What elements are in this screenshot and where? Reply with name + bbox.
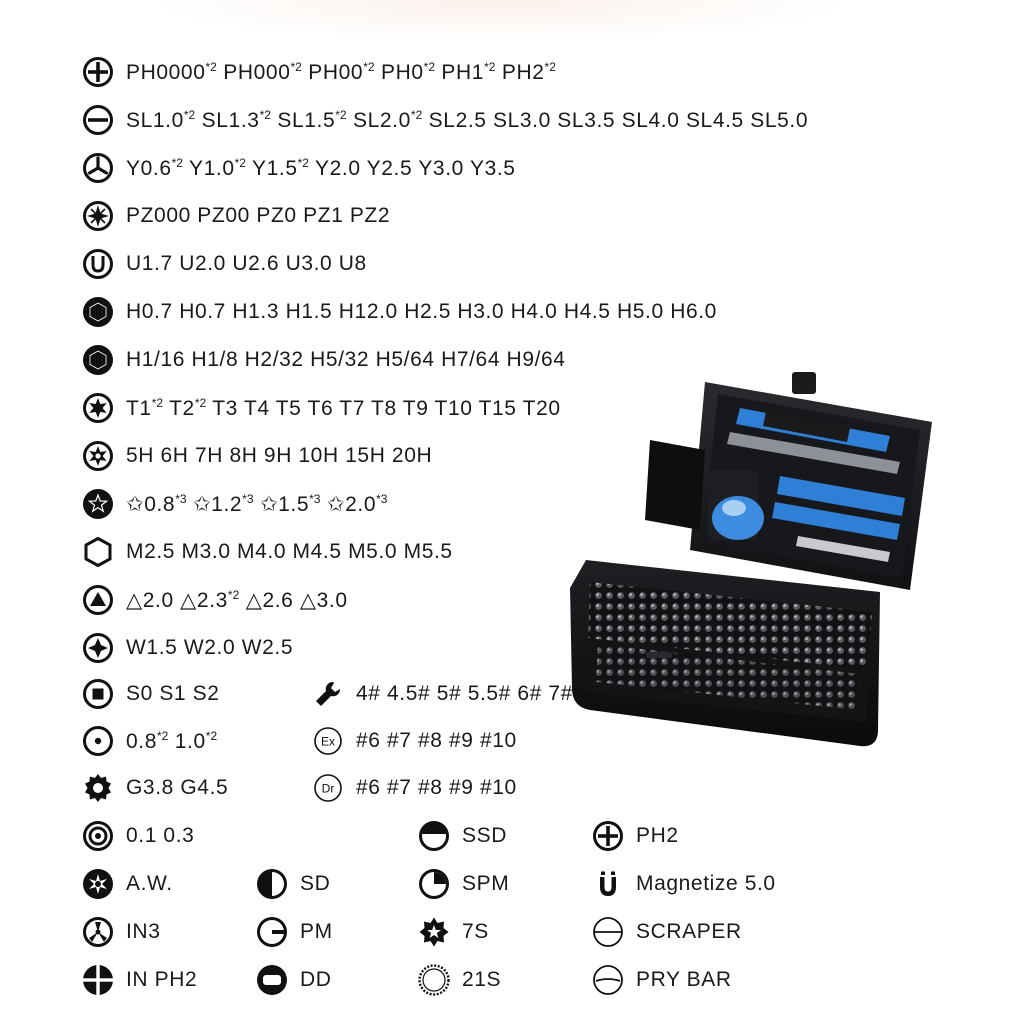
spec-text-torx: T1$^{*2}$ T2$^{*2}$ T3 T4 T5 T6 T7 T8 T9 T10 T15 T20 [126,395,561,420]
spec-text-dr: #6 #7 #8 #9 #10 [356,776,517,799]
spec-item-21s [418,960,501,1000]
spec-row-wing [82,628,293,668]
spec-text-wrench: 4# 4.5# 5# 5.5# 6# 7# [356,682,573,705]
spec-item-scraper [592,912,742,952]
spec-item-aw [82,864,173,904]
spec-text-in3: IN3 [126,920,161,943]
spec-text-in-ph2: IN PH2 [126,968,198,991]
spec-text-pm: PM [300,920,333,943]
spec-text-pentalobe: ✩0.8$^{*3}$ ✩1.2$^{*3}$ ✩1.5$^{*3}$ ✩2.0$^{*3}$ [126,491,388,516]
spec-text-magnetize: Magnetize 5.0 [636,872,776,895]
torx-security-icon [82,440,114,472]
spec-item-pry-bar [592,960,732,1000]
spec-row-torx-security [82,436,432,476]
spm-icon [418,868,450,900]
spec-item-in-ph2 [82,960,197,1000]
in-ph2-icon [82,964,114,996]
spec-text-hex: H0.7 H0.7 H1.3 H1.5 H12.0 H2.5 H3.0 H4.0 H4.5 H5.0 H6.0 [126,300,717,323]
spec-row-pentalobe [82,484,387,524]
background-glow [150,0,850,40]
spec-text-slotted: SL1.0$^{*2}$ SL1.3$^{*2}$ SL1.5$^{*2}$ SL2.0$^{*2}$ SL2.5 SL3.0 SL3.5 SL4.0 SL4.5 SL5.0 [126,107,809,132]
pentalobe-icon [82,488,114,520]
spec-text-ph2: PH2 [636,824,679,847]
spec-row-ring [82,816,194,856]
spec-text-square: S0 S1 S2 [126,682,220,705]
product-case-image [560,370,950,760]
wing-icon [82,632,114,664]
pin-icon [82,725,114,757]
spec-row-hex-socket [82,532,453,572]
spec-text-dd: DD [300,968,332,991]
spec-text-scraper: SCRAPER [636,920,742,943]
ex-badge-text: Ex [320,734,336,749]
u-type-icon [82,248,114,280]
spec-text-tri-wing: Y0.6$^{*2}$ Y1.0$^{*2}$ Y1.5$^{*2}$ Y2.0 Y2.5 Y3.0 Y3.5 [126,155,516,180]
21s-icon [418,964,450,996]
torx-icon [82,392,114,424]
spec-text-triangle: △2.0 △2.3$^{*2}$ △2.6 △3.0 [126,587,348,612]
spec-item-ph2 [592,816,679,856]
spec-row-torx [82,388,561,428]
spec-text-ring: 0.1 0.3 [126,824,195,847]
spec-row-triangle [82,580,348,620]
in3-icon [82,916,114,948]
spec-item-sd [256,864,330,904]
spec-text-phillips: PH0000$^{*2}$ PH000$^{*2}$ PH00$^{*2}$ PH0$^{*2}$ PH1$^{*2}$ PH2$^{*2}$ [126,59,556,84]
wrench-icon [312,678,344,710]
spec-text-aw: A.W. [126,872,173,895]
spec-row-pin [82,721,217,761]
aw-icon [82,868,114,900]
hex-socket-icon [82,536,114,568]
spec-text-u-type: U1.7 U2.0 U2.6 U3.0 U8 [126,252,367,275]
spec-text-torx-security: 5H 6H 7H 8H 9H 10H 15H 20H [126,444,433,467]
spec-item-in3 [82,912,160,952]
dd-icon [256,964,288,996]
slotted-icon [82,104,114,136]
dr-icon [312,772,344,804]
ssd-icon [418,820,450,852]
7s-icon [418,916,450,948]
phillips-icon [592,820,624,852]
spec-text-hex-inch: H1/16 H1/8 H2/32 H5/32 H5/64 H7/64 H9/64 [126,348,566,371]
square-icon [82,678,114,710]
spec-item-dd [256,960,332,1000]
spec-text-wing: W1.5 W2.0 W2.5 [126,636,294,659]
tri-wing-y-icon [82,152,114,184]
pm-icon [256,916,288,948]
spec-item-magnetize [592,864,776,904]
spec-row-dr [312,768,517,808]
phillips-icon [82,56,114,88]
spec-text-hex-socket: M2.5 M3.0 M4.0 M4.5 M5.0 M5.5 [126,540,453,563]
triangle-icon [82,584,114,616]
spec-text-sd: SD [300,872,331,895]
spec-row-hex [82,292,717,332]
spec-item-pm [256,912,333,952]
spec-row-hex-inch [82,340,566,380]
spec-text-gear-bit: G3.8 G4.5 [126,776,229,799]
spec-row-ex [312,721,517,761]
spec-text-7s: 7S [462,920,489,943]
case-latch [646,652,672,658]
spec-item-7s [418,912,489,952]
spec-text-21s: 21S [462,968,502,991]
spec-text-pozidriv: PZ000 PZ00 PZ0 PZ1 PZ2 [126,204,391,227]
hex-icon [82,296,114,328]
pozidriv-icon [82,200,114,232]
lid-flap [645,440,705,530]
hex-inch-icon [82,344,114,376]
dr-badge-text: Dr [321,781,335,796]
spec-text-pry-bar: PRY BAR [636,968,732,991]
spec-row-slotted [82,100,808,140]
spec-row-phillips [82,52,556,92]
spec-text-pin: 0.8$^{*2}$ 1.0$^{*2}$ [126,728,218,753]
spec-item-ssd [418,816,507,856]
sd-icon [256,868,288,900]
gear-bit-icon [82,772,114,804]
spec-row-u-type [82,244,367,284]
spec-row-square [82,674,220,714]
ring-icon [82,820,114,852]
case-clasp [792,372,816,394]
spec-row-gear-bit [82,768,228,808]
spec-item-spm [418,864,509,904]
magnet-icon [592,868,624,900]
pry-bar-icon [592,964,624,996]
spec-row-tri-wing [82,148,516,188]
spec-text-ssd: SSD [462,824,507,847]
scraper-icon [592,916,624,948]
ex-icon [312,725,344,757]
spec-row-wrench [312,674,573,714]
spec-row-pozidriv [82,196,390,236]
spec-text-ex: #6 #7 #8 #9 #10 [356,729,517,752]
spec-text-spm: SPM [462,872,510,895]
